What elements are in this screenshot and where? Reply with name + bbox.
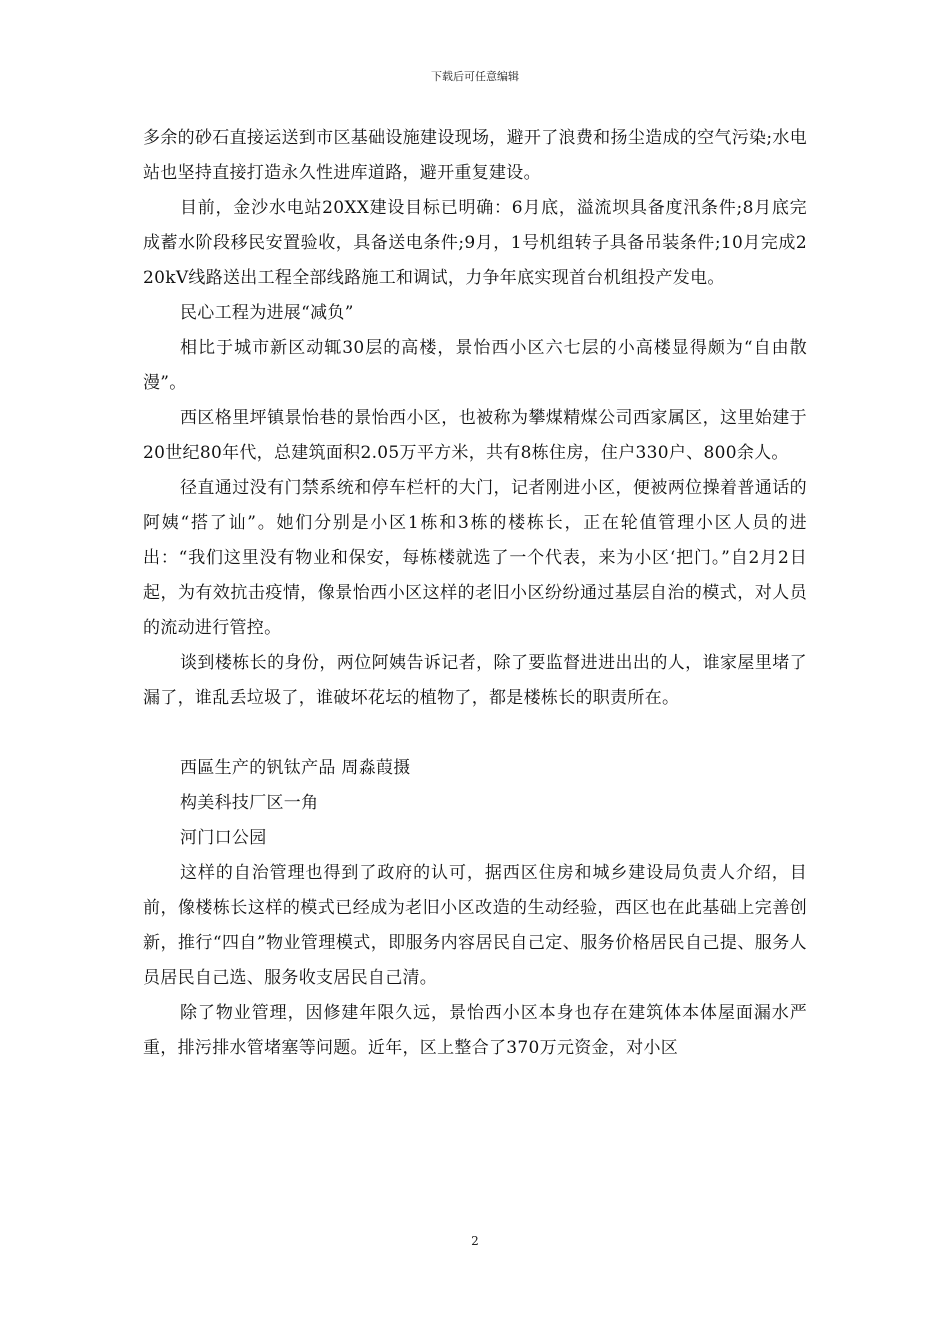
paragraph: 西区格里坪镇景怡巷的景怡西小区，也被称为攀煤精煤公司西家属区，这里始建于20世纪80年代，总建筑面积2.05万平方米，共有8栋住房，住户330户、800余人。 xyxy=(143,408,807,463)
paragraph: 这样的自治管理也得到了政府的认可，据西区住房和城乡建设局负责人介绍，目前，像楼栋长这样的模式已经成为老旧小区改造的生动经验，西区也在此基础上完善创新，推行“四自”物业管理模式，即服务内容居民自己定、服务价格居民自己提、服务人员居民自己选、服务收支居民自己清。 xyxy=(143,863,807,988)
image-caption: 西區生产的钒钛产品 周淼葭摄 xyxy=(180,758,411,778)
section-heading: 民心工程为进展“减负” xyxy=(180,303,354,323)
page-number: 2 xyxy=(471,1234,479,1248)
blank-line xyxy=(143,716,807,751)
document-body xyxy=(143,121,807,1066)
page-header: 下载后可任意编辑 xyxy=(431,70,519,83)
image-caption: 构美科技厂区一角 xyxy=(180,793,319,813)
paragraph: 径直通过没有门禁系统和停车栏杆的大门，记者刚进小区，便被两位操着普通话的阿姨“搭了讪”。她们分别是小区1栋和3栋的楼栋长，正在轮值管理小区人员的进出：“我们这里没有物业和保安，每栋楼就选了一个代表，来为小区‘把门。”自2月2日起，为有效抗击疫情，像景怡西小区这样的老旧小区纷纷通过基层自治的模式，对人员的流动进行管控。 xyxy=(143,478,807,638)
image-caption: 河门口公园 xyxy=(180,828,267,848)
paragraph: 相比于城市新区动辄30层的高楼，景怡西小区六七层的小高楼显得颇为“自由散漫”。 xyxy=(143,338,807,393)
paragraph: 多余的砂石直接运送到市区基础设施建设现场，避开了浪费和扬尘造成的空气污染;水电站也坚持直接打造永久性进库道路，避开重复建设。 xyxy=(143,128,807,183)
paragraph: 除了物业管理，因修建年限久远，景怡西小区本身也存在建筑体本体屋面漏水严重，排污排水管堵塞等问题。近年，区上整合了370万元资金，对小区 xyxy=(143,1003,807,1058)
paragraph: 谈到楼栋长的身份，两位阿姨告诉记者，除了要监督进进出出的人，谁家屋里堵了漏了，谁乱丢垃圾了，谁破坏花坛的植物了，都是楼栋长的职责所在。 xyxy=(143,653,807,708)
paragraph: 目前，金沙水电站20XX建设目标已明确：6月底，溢流坝具备度汛条件;8月底完成蓄水阶段移民安置验收，具备送电条件;9月，1号机组转子具备吊装条件;10月完成220kV线路送出工程全部线路施工和调试，力争年底实现首台机组投产发电。 xyxy=(143,198,807,288)
